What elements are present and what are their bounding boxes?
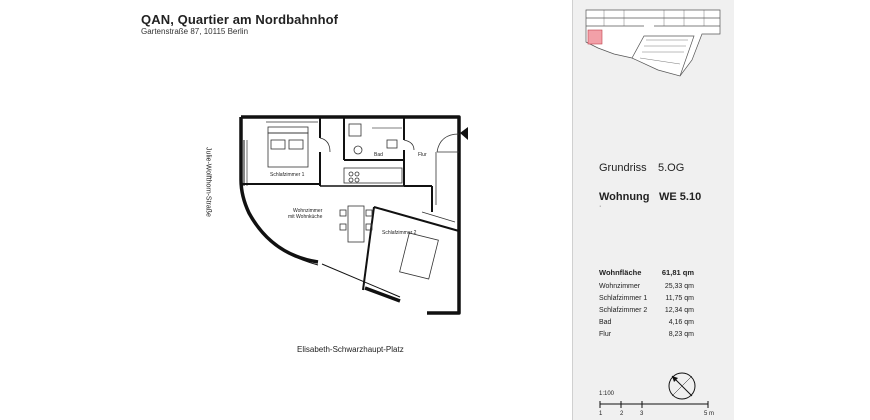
floor-label: Grundriss <box>599 162 647 174</box>
window-bottom <box>322 264 400 297</box>
apartment-highlight <box>588 30 602 44</box>
room-label-schlafzimmer1: Schlafzimmer 1 <box>270 172 305 178</box>
site-overview-map <box>584 6 724 84</box>
room-label-wohnzimmer: Wohnzimmer <box>293 208 323 214</box>
room-label-flur: Flur <box>418 152 427 158</box>
apartment-label: Wohnung <box>599 191 650 203</box>
area-row <box>599 283 694 295</box>
shower <box>349 124 361 136</box>
scale-tick: 3 <box>640 411 644 417</box>
area-name: Schlafzimmer 1 <box>599 295 648 302</box>
street-label-left: Julie-Wolfthorn-Straße <box>204 147 212 217</box>
scale-tick: 2 <box>620 411 624 417</box>
washbasin <box>387 140 397 148</box>
bed-2 <box>400 233 439 279</box>
scale-tick: 5 m <box>704 411 715 417</box>
area-name: Wohnfläche <box>599 268 642 277</box>
scale-bar <box>598 400 713 412</box>
scale-label: 1:100 <box>599 391 615 397</box>
street-label-bottom: Elisabeth-Schwarzhaupt-Platz <box>297 345 404 354</box>
wall-flur <box>374 186 459 231</box>
scale-tick: 1 <box>599 411 603 417</box>
area-row <box>599 307 694 319</box>
room-label-bad: Bad <box>374 152 383 158</box>
area-row <box>599 319 694 331</box>
dining-table <box>348 206 364 242</box>
floor-value: 5.OG <box>658 162 685 174</box>
area-row <box>599 295 694 307</box>
area-value: 11,75 qm <box>665 295 694 302</box>
area-row <box>599 331 694 343</box>
room-label-wohnkueche: mit Wohnküche <box>288 214 323 220</box>
area-value: 25,33 qm <box>664 283 694 290</box>
toilet <box>354 146 362 154</box>
entrance-door <box>437 134 459 152</box>
entrance-arrow <box>460 127 468 140</box>
room-label-schlafzimmer2: Schlafzimmer 2 <box>382 230 417 236</box>
outer-wall <box>241 117 459 313</box>
project-title: QAN, Quartier am Nordbahnhof <box>141 12 339 27</box>
area-name: Flur <box>599 331 612 338</box>
area-value: 4,16 qm <box>668 319 694 326</box>
area-value: 61,81 qm <box>661 268 694 277</box>
area-name: Bad <box>599 319 612 326</box>
area-value: 8,23 qm <box>668 331 694 338</box>
project-address: Gartenstraße 87, 10115 Berlin <box>141 27 249 36</box>
bed-1 <box>268 133 308 167</box>
wall-bedroom2 <box>363 207 374 290</box>
apartment-dot: · <box>599 203 602 210</box>
apartment-number: WE 5.10 <box>659 191 702 203</box>
area-name: Wohnzimmer <box>599 283 641 290</box>
area-row-total <box>599 268 694 280</box>
area-name: Schlafzimmer 2 <box>599 307 648 314</box>
area-value: 12,34 qm <box>664 307 694 314</box>
